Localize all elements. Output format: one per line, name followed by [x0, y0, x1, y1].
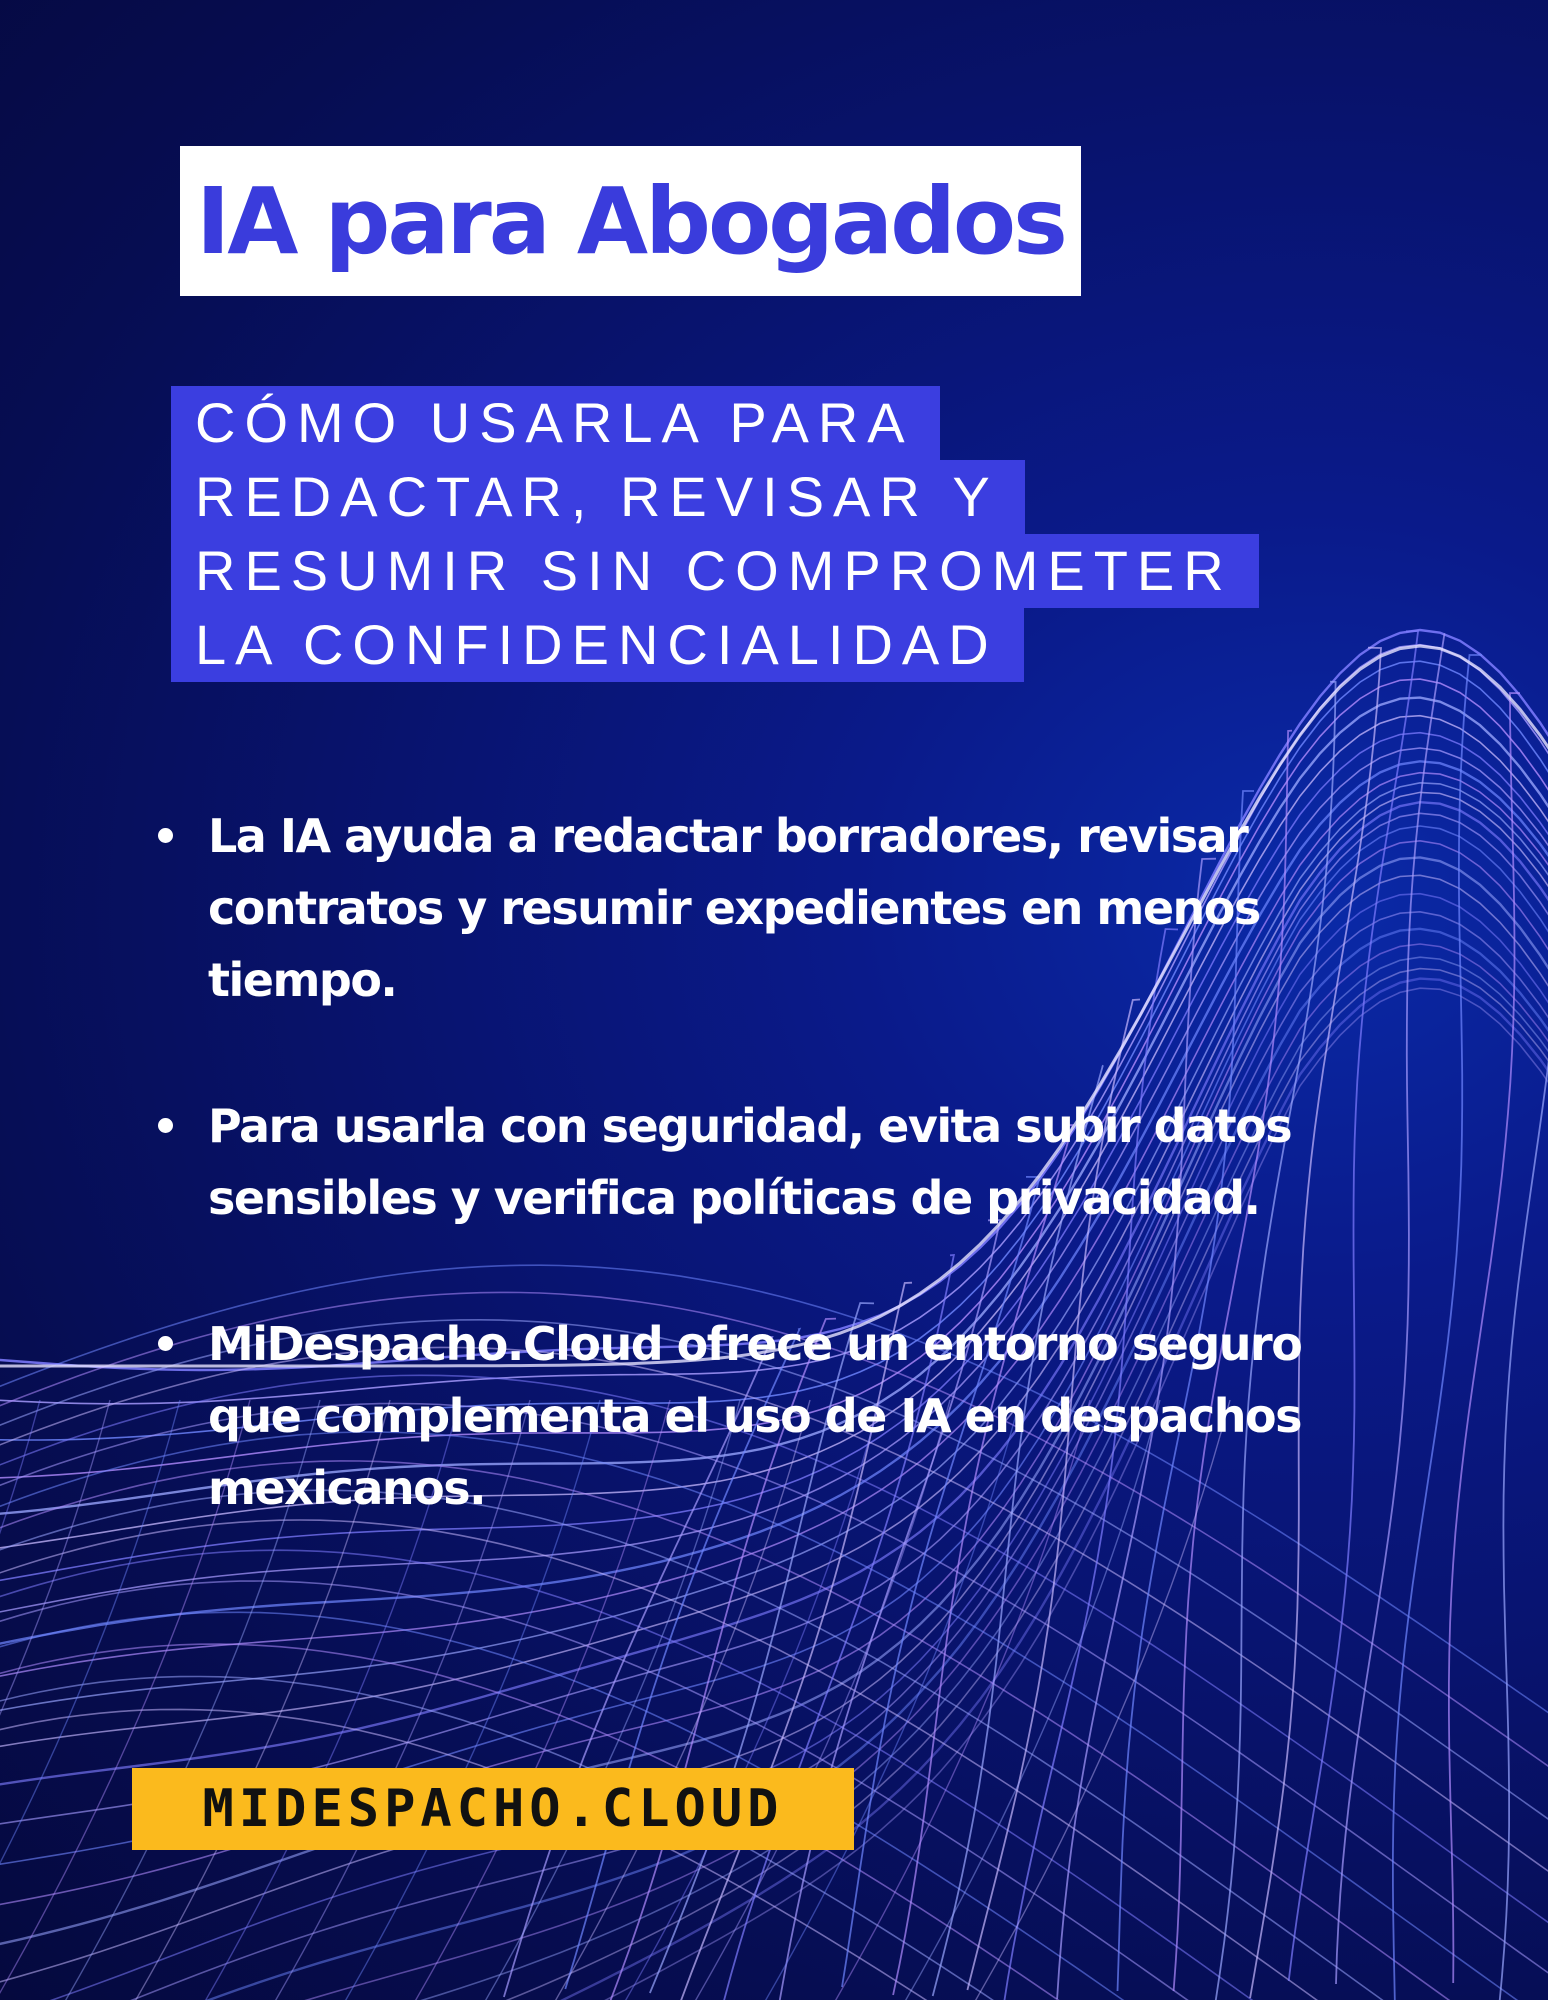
- bullet-dot-icon: [158, 828, 173, 843]
- subtitle-block: [171, 386, 1259, 682]
- subtitle-line: REDACTAR, REVISAR Y: [171, 460, 1025, 534]
- bullet-text: Para usarla con seguridad, evita subir datos sensibles y verifica políticas de privacidad.: [208, 1099, 1292, 1225]
- bullet-text: MiDespacho.Cloud ofrece un entorno seguro que complementa el uso de IA en despachos mexicanos.: [208, 1317, 1302, 1515]
- subtitle-line: CÓMO USARLA PARA: [171, 386, 940, 460]
- bullet-dot-icon: [158, 1336, 173, 1351]
- bullet-list: [150, 800, 1320, 1598]
- brand-badge: [132, 1768, 854, 1850]
- bullet-item: [150, 800, 1320, 1016]
- subtitle-line: LA CONFIDENCIALIDAD: [171, 608, 1024, 682]
- title-banner: [180, 146, 1081, 296]
- page-title: IA para Abogados: [196, 167, 1065, 275]
- bullet-item: [150, 1308, 1320, 1524]
- bullet-text: La IA ayuda a redactar borradores, revisar contratos y resumir expedientes en menos tiempo.: [208, 809, 1260, 1007]
- bullet-dot-icon: [158, 1118, 173, 1133]
- brand-label: MIDESPACHO.CLOUD: [202, 1779, 784, 1839]
- bullet-item: [150, 1090, 1320, 1234]
- subtitle-line: RESUMIR SIN COMPROMETER: [171, 534, 1259, 608]
